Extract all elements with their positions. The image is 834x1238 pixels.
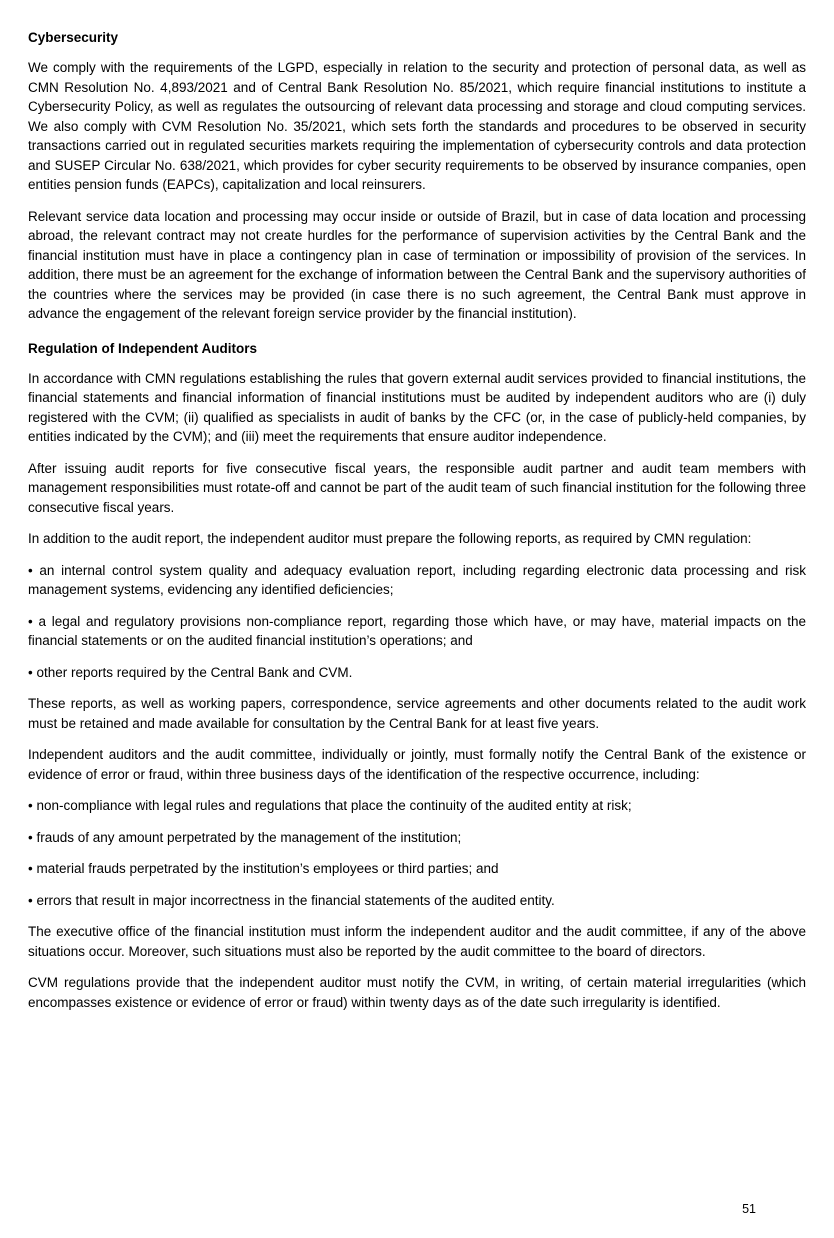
paragraph-lgpd-compliance: We comply with the requirements of the LGPD, especially in relation to the security and protection of personal data, as well as CMN Resolution No. 4,893/2021 and of Central Bank Resolution No. 85/2021, which require financial institutions to institute a Cybersecurity Policy, as well as regulates the outsourcing of relevant data processing and storage and cloud computing services. We also comply with CVM Resolution No. 35/2021, which sets forth the standards and procedures to be observed in security transactions carried out in regulated securities markets requiring the implementation of cybersecurity controls and data protection and SUSEP Circular No. 638/2021, which provides for cyber security requirements to be observed by insurance companies, open entities pension funds (EAPCs), capitalization and local reinsurers. <box>28 60 806 192</box>
paragraph-cvm-notification: CVM regulations provide that the independent auditor must notify the CVM, in writing, of certain material irregularities (which encompasses existence or evidence of error or fraud) within twenty days as of the date such irregularity is identified. <box>28 975 806 1010</box>
bullet-other-reports: • other reports required by the Central Bank and CVM. <box>28 664 353 680</box>
paragraph-retention-requirement: These reports, as well as working papers, correspondence, service agreements and other documents related to the audit work must be retained and made available for consultation by the Central Bank for at least five years. <box>28 696 806 731</box>
bullet-continuity-risk: • non-compliance with legal rules and regulations that place the continuity of the audited entity at risk; <box>28 798 632 813</box>
bullet-internal-control-report: • an internal control system quality and adequacy evaluation report, including regarding electronic data processing and risk management systems, evidencing any identified deficiencies; <box>28 562 806 597</box>
paragraph-rotation-rule: After issuing audit reports for five consecutive fiscal years, the responsible audit partner and audit team members with management responsibilities must rotate-off and cannot be part of the audit team of such financial institution for the following three consecutive fiscal years. <box>28 460 806 515</box>
bullet-non-compliance-report: • a legal and regulatory provisions non-compliance report, regarding those which have, or may have, material impacts on the financial statements or on the audited financial institution’s operations; and <box>28 613 806 648</box>
paragraph-required-reports-intro: In addition to the audit report, the independent auditor must prepare the following reports, as required by CMN regulation: <box>28 531 752 546</box>
bullet-statement-errors: • errors that result in major incorrectness in the financial statements of the audited entity. <box>28 892 555 908</box>
paragraph-notification-intro: Independent auditors and the audit committee, individually or jointly, must formally notify the Central Bank of the existence or evidence of error or fraud, within three business days of the identification of the respective occurrence, including: <box>28 747 806 782</box>
bullet-employee-frauds: • material frauds perpetrated by the institution’s employees or third parties; and <box>28 861 499 876</box>
bullet-management-frauds: • frauds of any amount perpetrated by the management of the institution; <box>28 829 462 845</box>
heading-cybersecurity: Cybersecurity <box>28 30 119 45</box>
page-number: 51 <box>742 1202 756 1216</box>
heading-regulation-independent-auditors: Regulation of Independent Auditors <box>28 340 257 356</box>
paragraph-data-location: Relevant service data location and processing may occur inside or outside of Brazil, but in case of data location and processing abroad, the relevant contract may not create hurdles for the performance of supervision activities by the Central Bank and the financial institution must have in place a contingency plan in case of termination or impossibility of provision of the services. In addition, there must be an agreement for the exchange of information between the Central Bank and the supervisory authorities of the countries where the services may be provided (in case there is no such agreement, the Central Bank must approve in advance the engagement of the relevant foreign service provider by the financial institution). <box>28 208 806 321</box>
paragraph-executive-office-duty: The executive office of the financial institution must inform the independent auditor and the audit committee, if any of the above situations occur. Moreover, such situations must also be reported by the audit committee to the board of directors. <box>28 924 806 959</box>
paragraph-cmn-audit-rules: In accordance with CMN regulations establishing the rules that govern external audit services provided to financial institutions, the financial statements and financial information of financial institutions must be audited by independent auditors who are (i) duly registered with the CVM; (ii) qualified as specialists in audit of banks by the CFC (or, in the case of publicly-held companies, by entities indicated by the CVM); and (iii) meet the requirements that ensure auditor independence. <box>28 370 806 444</box>
